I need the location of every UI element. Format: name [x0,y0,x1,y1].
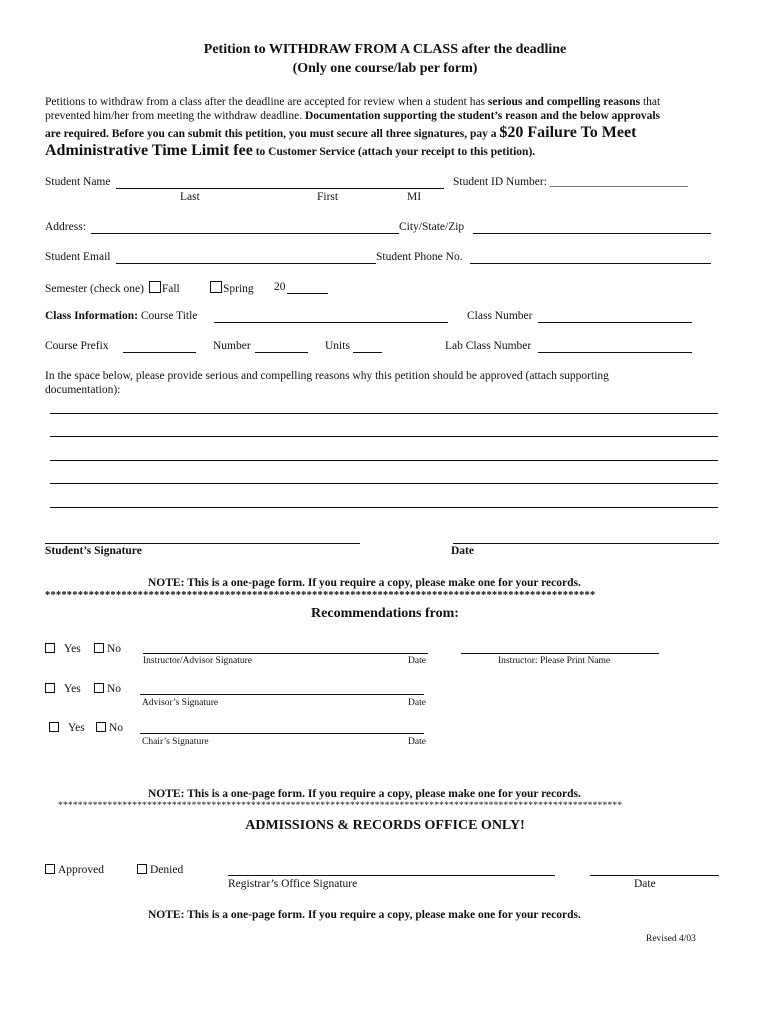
student-signature-field[interactable] [45,543,360,544]
office-title: ADMISSIONS & RECORDS OFFICE ONLY! [245,818,525,833]
copy-note: NOTE: This is a one-page form. If you require a copy, please make one for your records. [148,577,581,589]
intro-text: prevented him/her from meeting the withdraw deadline. [45,110,305,122]
units-label: Units [325,340,350,352]
phone-label: Student Phone No. [376,251,463,263]
fall-checkbox[interactable] [149,281,161,293]
chair-signature-field[interactable] [140,733,424,734]
intro-emphasis: serious and compelling reasons [487,96,641,108]
spring-label: Spring [223,283,254,295]
intro-text: to Customer Service (attach your receipt to this petition). [252,146,536,158]
fee-emphasis: $20 Failure To Meet [499,124,637,141]
city-state-zip-field[interactable] [473,233,711,234]
chair-no-checkbox[interactable] [96,722,106,732]
spring-checkbox[interactable] [210,281,222,293]
denied-checkbox[interactable] [137,864,147,874]
address-field[interactable] [91,233,399,234]
advisor-yes-checkbox[interactable] [45,683,55,693]
class-number-label: Class Number [467,310,533,322]
registrar-date-field[interactable] [590,875,719,876]
number-label: Number [213,340,251,352]
chair-date-label: Date [408,737,426,747]
fall-label: Fall [161,283,180,295]
instructor-signature-field[interactable] [143,653,428,654]
intro-line-2 [45,110,660,122]
advisor-no-option [94,683,121,695]
reason-line[interactable] [50,413,718,414]
units-field[interactable] [353,352,382,353]
first-name-caption: First [317,191,339,203]
instructor-no-option [94,643,121,655]
course-prefix-field[interactable] [123,352,196,353]
class-number-field[interactable] [538,322,692,323]
reasons-instructions-1: In the space below, please provide serious and compelling reasons why this petition should be approved (attach supporting [45,370,609,382]
reason-line[interactable] [50,436,718,437]
yes-label: Yes [64,683,81,695]
fee-emphasis: Administrative Time Limit fee [45,142,253,159]
reason-line[interactable] [50,483,718,484]
reason-line[interactable] [50,507,718,508]
instructor-signature-label: Instructor/Advisor Signature [143,656,252,666]
semester-label: Semester (check one) [45,283,144,295]
no-label: No [107,683,122,695]
intro-line-4 [45,142,535,160]
email-field[interactable] [116,263,376,264]
intro-line-3 [45,124,636,142]
chair-no-option [96,722,123,734]
recommendations-title: Recommendations from: [311,606,459,621]
intro-text: that [640,96,661,108]
revision-label: Revised 4/03 [646,934,696,944]
semester-row [45,281,180,295]
chair-yes-checkbox[interactable] [49,722,59,732]
spring-option [210,281,254,295]
separator-stars: ****************************************************************************************************************** [58,801,623,811]
last-name-caption: Last [180,191,200,203]
registrar-signature-field[interactable] [228,875,555,876]
no-label: No [109,722,124,734]
approved-option [45,864,104,876]
instructor-no-checkbox[interactable] [94,643,104,653]
advisor-date-label: Date [408,698,426,708]
advisor-no-checkbox[interactable] [94,683,104,693]
lab-class-number-field[interactable] [538,352,692,353]
intro-text: are required. Before you can submit this petition, you must secure all three signatures, pay a [45,128,500,140]
yes-label: Yes [64,643,81,655]
lab-class-number-label: Lab Class Number [445,340,532,352]
copy-note: NOTE: This is a one-page form. If you require a copy, please make one for your records. [148,788,581,800]
student-name-label: Student Name [45,176,111,188]
address-label: Address: [45,221,86,233]
no-label: No [107,643,122,655]
intro-text: Petitions to withdraw from a class after the deadline are accepted for review when a student has [45,96,488,108]
student-date-field[interactable] [453,543,719,544]
instructor-print-name-label: Instructor: Please Print Name [498,656,611,666]
number-field[interactable] [255,352,308,353]
email-label: Student Email [45,251,111,263]
course-title-label: Course Title [137,310,198,322]
phone-field[interactable] [470,263,711,264]
advisor-signature-field[interactable] [140,694,424,695]
yes-label: Yes [68,722,85,734]
registrar-signature-label: Registrar’s Office Signature [228,878,358,890]
class-info-label: Class Information: [45,310,138,322]
student-date-label: Date [451,545,474,557]
denied-option [137,864,183,876]
class-info-row [45,310,197,322]
middle-initial-caption: MI [407,191,422,203]
instructor-print-name-field[interactable] [461,653,659,654]
year-prefix: 20 [274,281,286,293]
approved-label: Approved [58,864,104,876]
separator-stars: ***************************************************************************************************** [45,590,596,601]
approved-checkbox[interactable] [45,864,55,874]
advisor-signature-label: Advisor’s Signature [142,698,219,708]
form-title: Petition to WITHDRAW FROM A CLASS after the deadline [203,42,567,57]
copy-note: NOTE: This is a one-page form. If you require a copy, please make one for your records. [148,909,581,921]
form-subtitle: (Only one course/lab per form) [292,61,478,76]
course-title-field[interactable] [214,322,448,323]
intro-emphasis: Documentation supporting the student’s reason and the below approvals [304,110,661,122]
reason-line[interactable] [50,460,718,461]
student-id-label[interactable]: Student ID Number: ________________________ [453,176,688,188]
city-state-zip-label: City/State/Zip [399,221,465,233]
denied-label: Denied [150,864,184,876]
course-prefix-label: Course Prefix [45,340,109,352]
registrar-date-label: Date [634,878,656,890]
intro-line-1 [45,96,660,108]
chair-yes-option [49,722,85,734]
instructor-date-label: Date [408,656,426,666]
instructor-yes-option [45,643,81,655]
student-name-field[interactable] [116,188,444,189]
student-signature-label: Student’s Signature [45,545,142,557]
advisor-yes-option [45,683,81,695]
year-field[interactable] [287,293,328,294]
reasons-instructions-2: documentation): [45,384,121,396]
chair-signature-label: Chair’s Signature [142,737,209,747]
instructor-yes-checkbox[interactable] [45,643,55,653]
